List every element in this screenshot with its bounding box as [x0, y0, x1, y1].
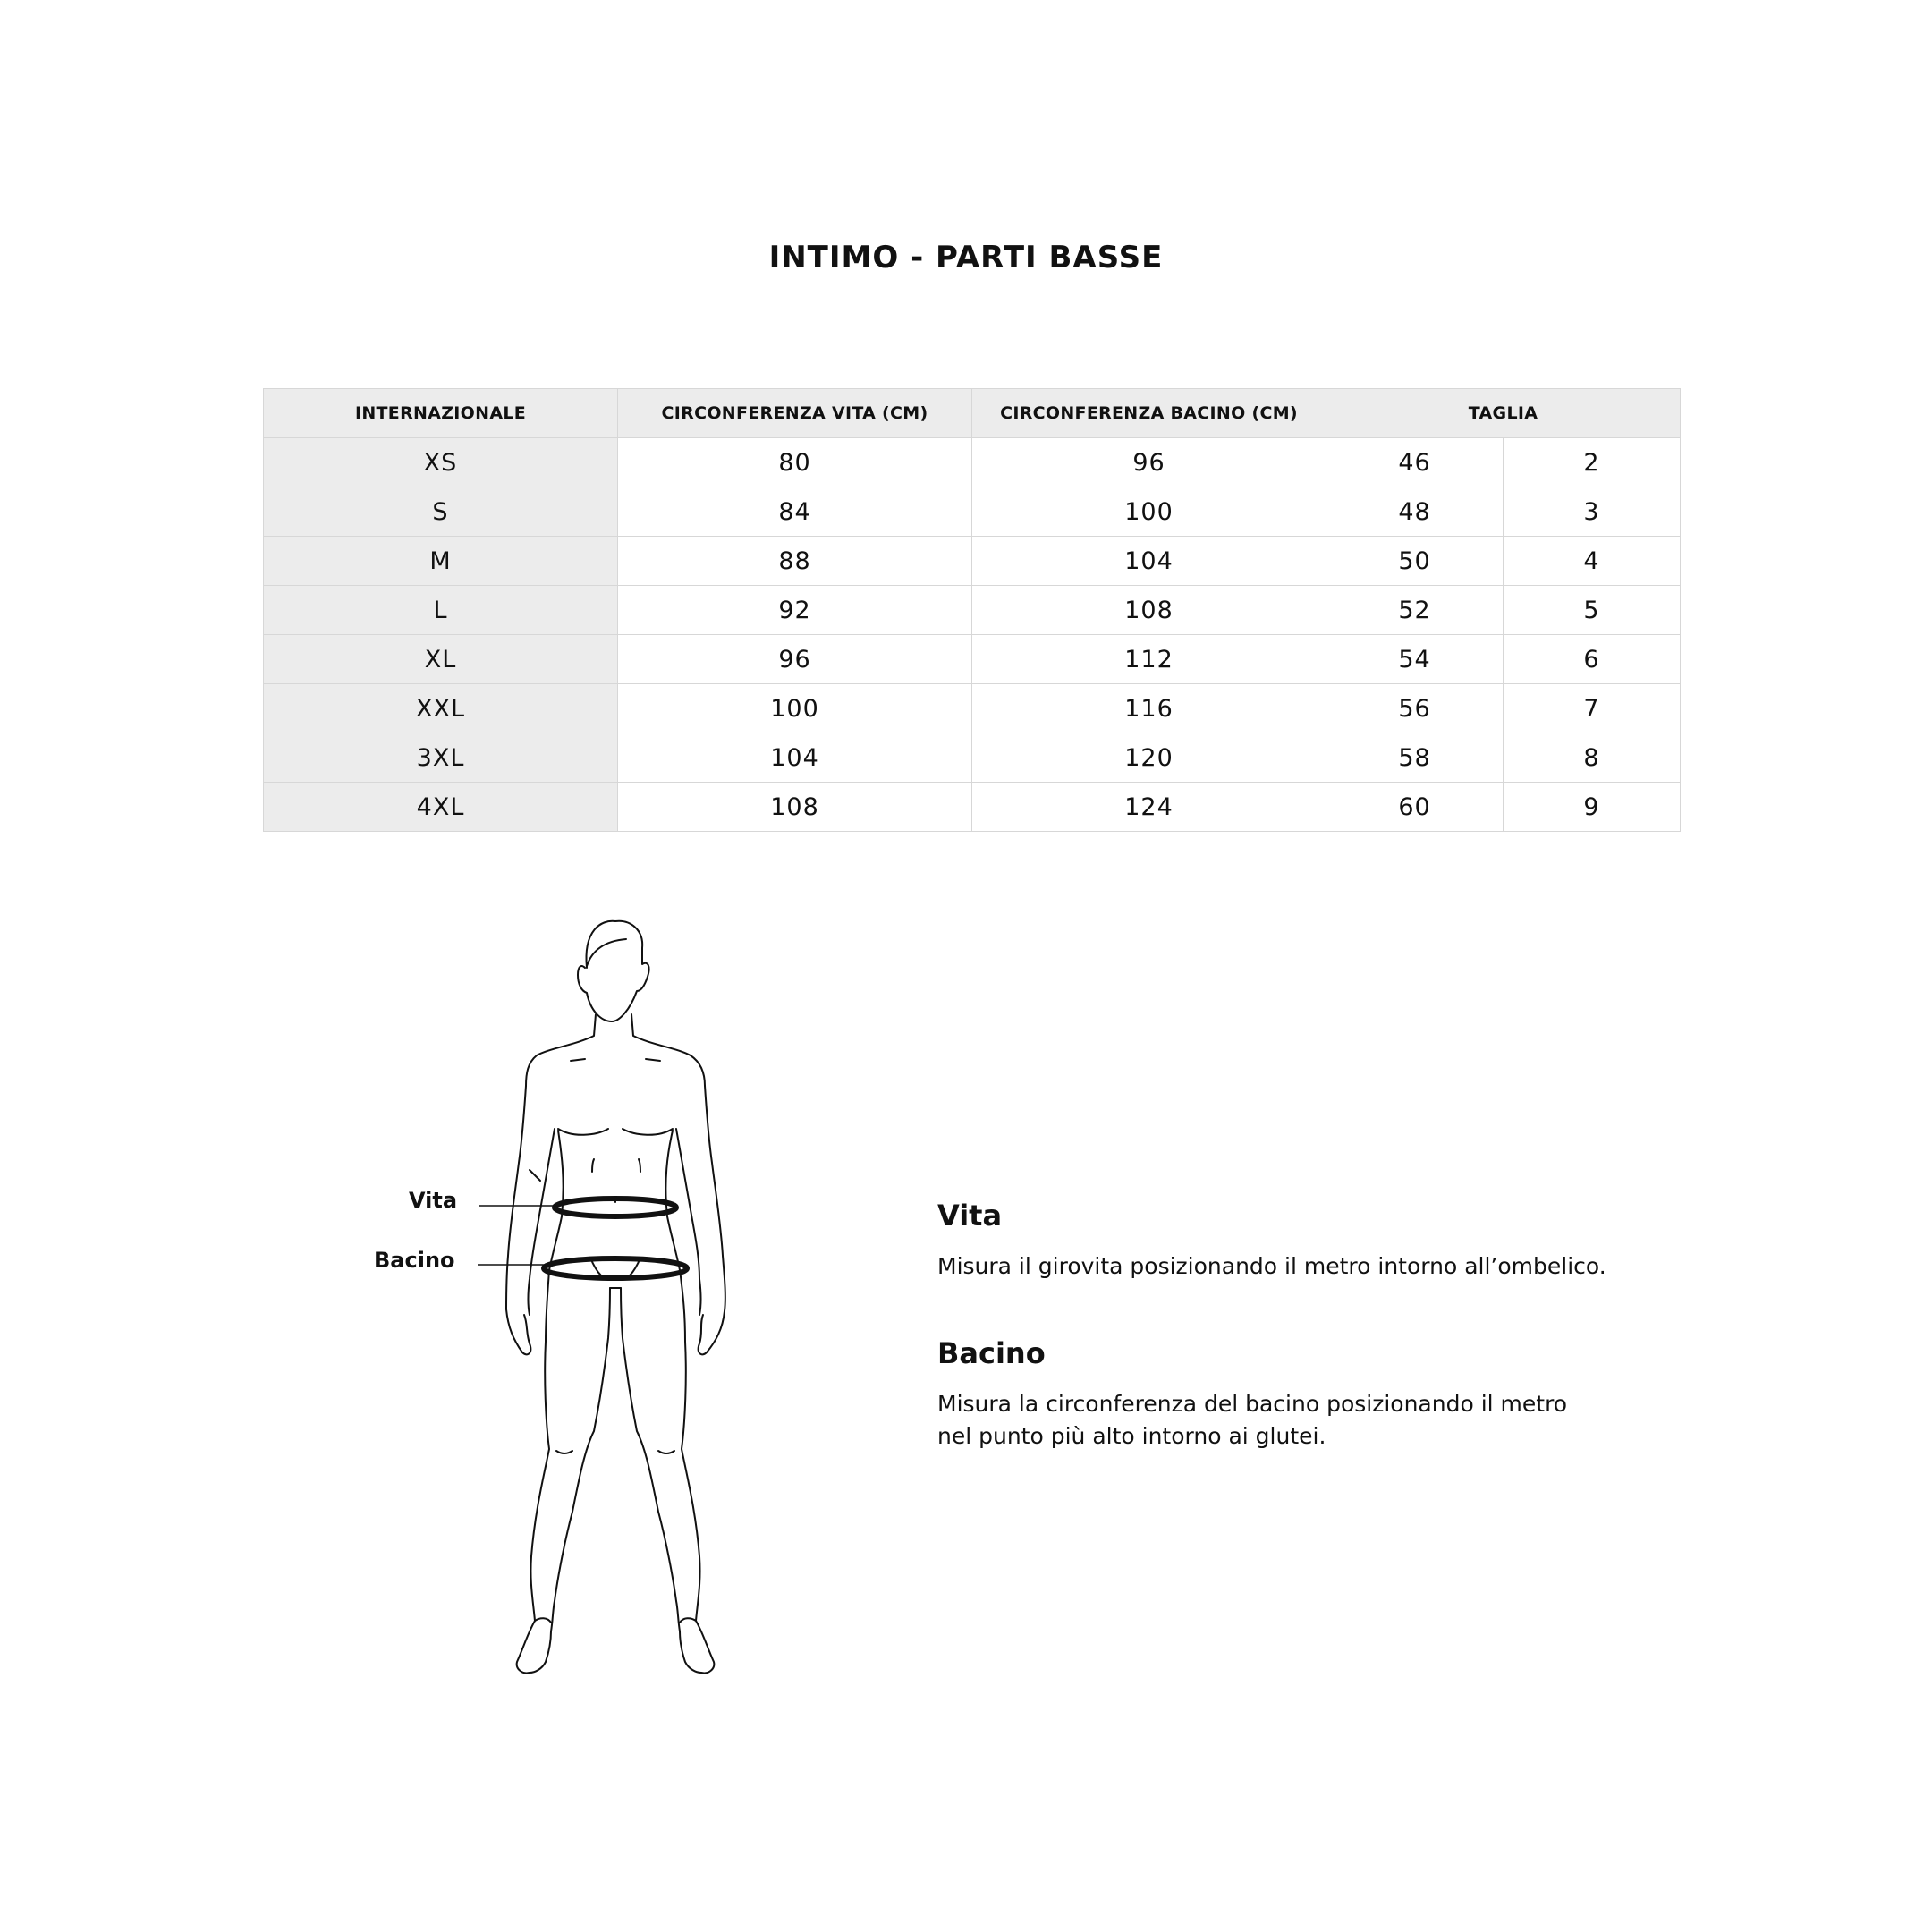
table-row [264, 733, 1681, 783]
bacino-description [937, 1388, 1617, 1453]
table-row [264, 537, 1681, 586]
cell-waist: 108 [618, 783, 972, 832]
table-row [264, 438, 1681, 487]
cell-international: 3XL [264, 733, 618, 783]
waist-ring [555, 1199, 676, 1216]
header-waist: CIRCONFERENZA VITA (CM) [618, 389, 972, 438]
cell-hip: 96 [972, 438, 1326, 487]
right-arm-outline [699, 1086, 725, 1354]
cell-international: M [264, 537, 618, 586]
table-row [264, 783, 1681, 832]
cell-waist: 88 [618, 537, 972, 586]
cell-hip: 120 [972, 733, 1326, 783]
cell-international: XS [264, 438, 618, 487]
head-outline [578, 921, 649, 1021]
figure-label-vita: Vita [409, 1188, 458, 1213]
hip-ring [544, 1258, 687, 1278]
hair-line [587, 939, 626, 966]
cell-international: XXL [264, 684, 618, 733]
left-arm-outline [506, 1086, 530, 1354]
vita-description: Misura il girovita posizionando il metro intorno all’ombelico. [937, 1253, 1606, 1279]
cell-size-it: 50 [1326, 537, 1504, 586]
cell-waist: 100 [618, 684, 972, 733]
cell-size-num: 4 [1504, 537, 1681, 586]
cell-international: S [264, 487, 618, 537]
cell-size-num: 7 [1504, 684, 1681, 733]
chest-line [558, 1129, 608, 1135]
cell-international: 4XL [264, 783, 618, 832]
body-figure-illustration [358, 912, 751, 1717]
vita-heading: Vita [937, 1199, 1003, 1233]
bacino-description-line-2: nel punto più alto intorno ai glutei. [937, 1423, 1326, 1449]
cell-hip: 116 [972, 684, 1326, 733]
left-leg-outline [517, 1270, 610, 1673]
cell-size-num: 6 [1504, 635, 1681, 684]
cell-size-num: 9 [1504, 783, 1681, 832]
cell-international: XL [264, 635, 618, 684]
table-row [264, 586, 1681, 635]
cell-waist: 92 [618, 586, 972, 635]
figure-label-bacino: Bacino [374, 1248, 455, 1273]
neck-outline [526, 1014, 596, 1086]
cell-waist: 84 [618, 487, 972, 537]
cell-waist: 96 [618, 635, 972, 684]
cell-hip: 108 [972, 586, 1326, 635]
cell-size-it: 52 [1326, 586, 1504, 635]
page-title: INTIMO - PARTI BASSE [768, 240, 1164, 275]
cell-hip: 100 [972, 487, 1326, 537]
table-row [264, 635, 1681, 684]
cell-size-it: 58 [1326, 733, 1504, 783]
cell-hip: 124 [972, 783, 1326, 832]
cell-size-num: 8 [1504, 733, 1681, 783]
size-table [263, 388, 1681, 832]
header-international: INTERNAZIONALE [264, 389, 618, 438]
cell-size-it: 56 [1326, 684, 1504, 733]
table-row [264, 684, 1681, 733]
cell-size-it: 60 [1326, 783, 1504, 832]
cell-hip: 104 [972, 537, 1326, 586]
table-header-row [264, 389, 1681, 438]
header-size: TAGLIA [1326, 389, 1681, 438]
cell-hip: 112 [972, 635, 1326, 684]
cell-size-num: 5 [1504, 586, 1681, 635]
cell-international: L [264, 586, 618, 635]
header-hip: CIRCONFERENZA BACINO (CM) [972, 389, 1326, 438]
right-leg-outline [621, 1270, 714, 1673]
cell-waist: 104 [618, 733, 972, 783]
table-row [264, 487, 1681, 537]
bacino-description-line-1: Misura la circonferenza del bacino posizionando il metro [937, 1391, 1568, 1417]
cell-size-it: 48 [1326, 487, 1504, 537]
cell-size-it: 54 [1326, 635, 1504, 684]
cell-size-it: 46 [1326, 438, 1504, 487]
cell-size-num: 2 [1504, 438, 1681, 487]
bacino-heading: Bacino [937, 1336, 1046, 1370]
cell-waist: 80 [618, 438, 972, 487]
cell-size-num: 3 [1504, 487, 1681, 537]
